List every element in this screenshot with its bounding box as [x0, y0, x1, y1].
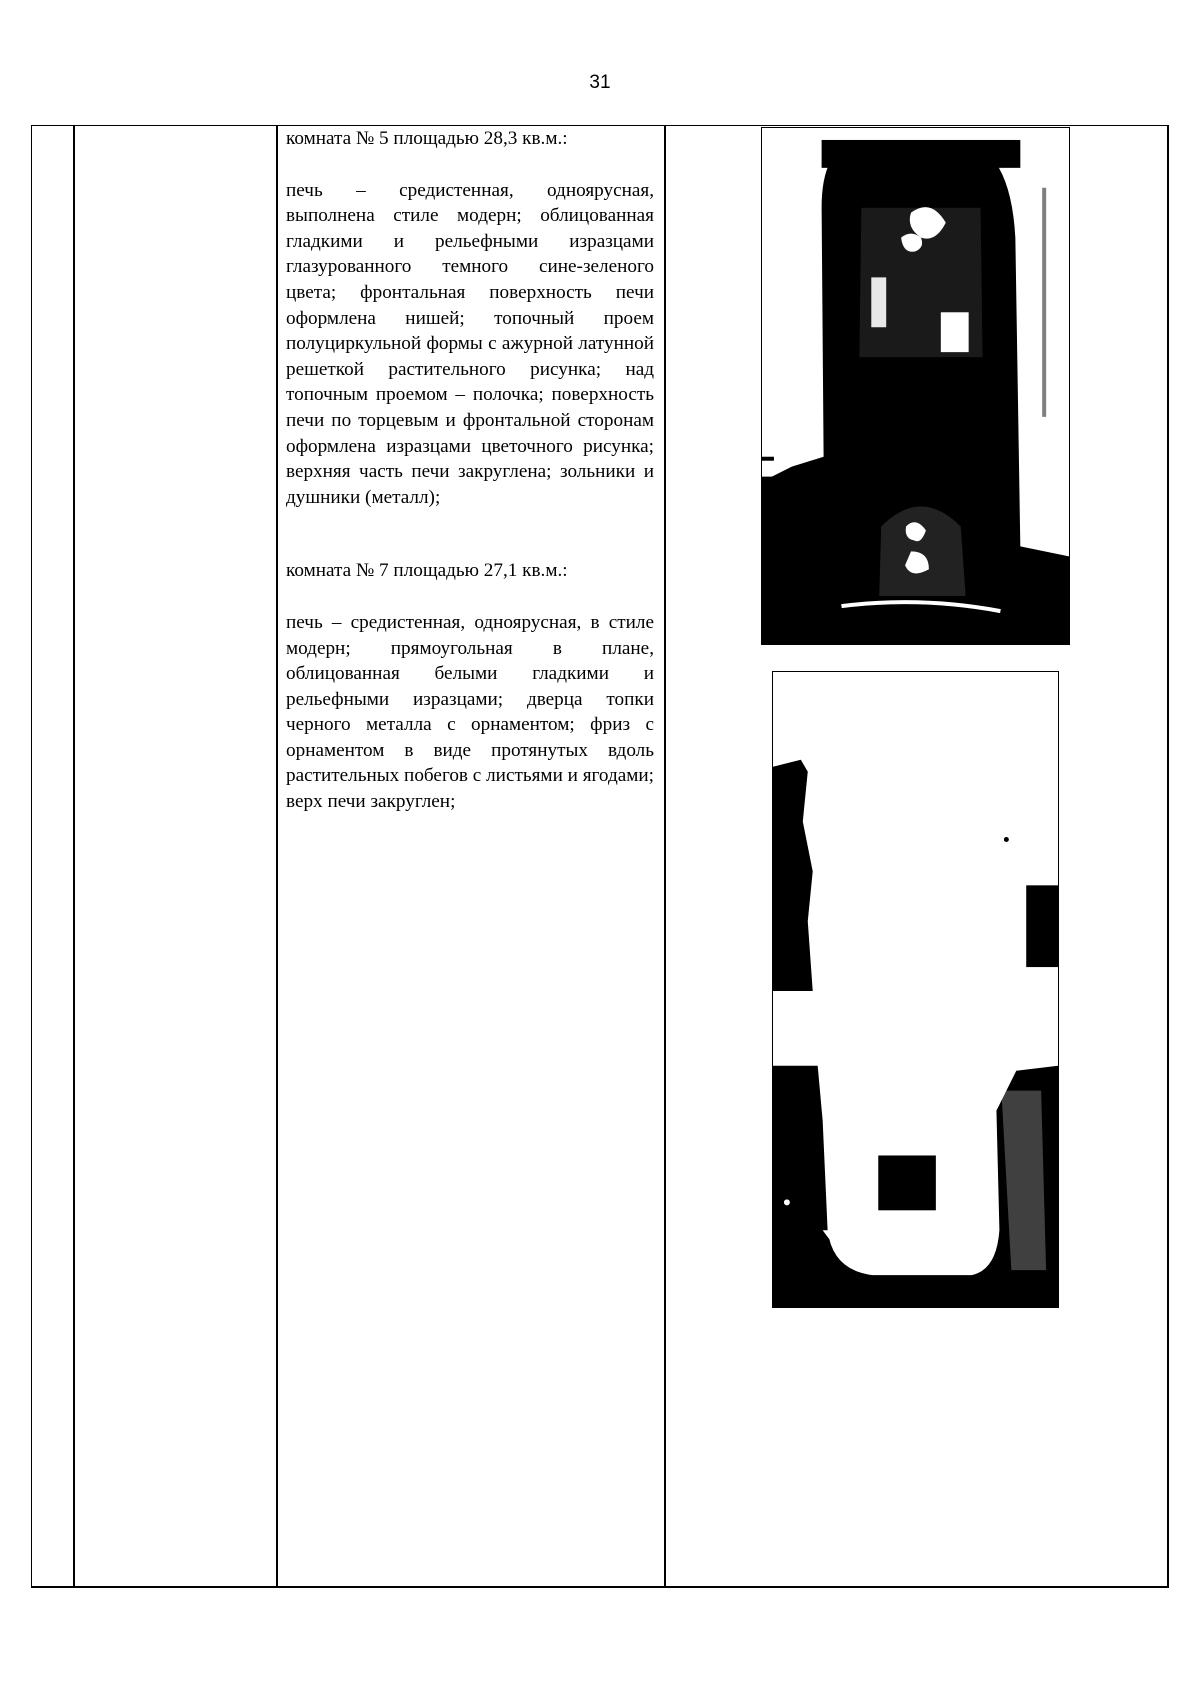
column-divider — [664, 126, 666, 1586]
dark-tiled-stove-photo — [761, 127, 1070, 645]
room-5-description: печь – средистенная, одноярусная, выполнена стиле модерн; облицованная гладкими и рельефными изразцами глазурованного темного сине-зеленого цвета; фронтальная поверхность печи оформлена нишей; топочный проем полуциркульной формы с ажурной латунной решеткой растительного рисунка; над топочным проемом – полочка; поверхность печи по торцевым и фронтальной сторонам оформлена изразцами цветочного рисунка; верхняя часть печи закруглена; зольники и душники (металл); — [286, 179, 654, 508]
description-column — [286, 126, 654, 815]
column-divider — [73, 126, 75, 1586]
column-divider — [276, 126, 278, 1586]
room-7-heading: комната № 7 площадью 27,1 кв.м.: — [286, 560, 568, 582]
page-number: 31 — [589, 72, 611, 93]
room-5-heading: комната № 5 площадью 28,3 кв.м.: — [286, 128, 568, 149]
white-tiled-stove-photo — [772, 671, 1059, 1308]
room-7-description: печь – средистенная, одноярусная, в стиле модерн; прямоугольная в плане, облицованная белыми гладкими и рельефными изразцами; дверца топки черного металла с орнаментом; фриз с орнаментом в виде протянутых вдоль растительных побегов с листьями и ягодами; верх печи закруглен; — [286, 611, 654, 813]
